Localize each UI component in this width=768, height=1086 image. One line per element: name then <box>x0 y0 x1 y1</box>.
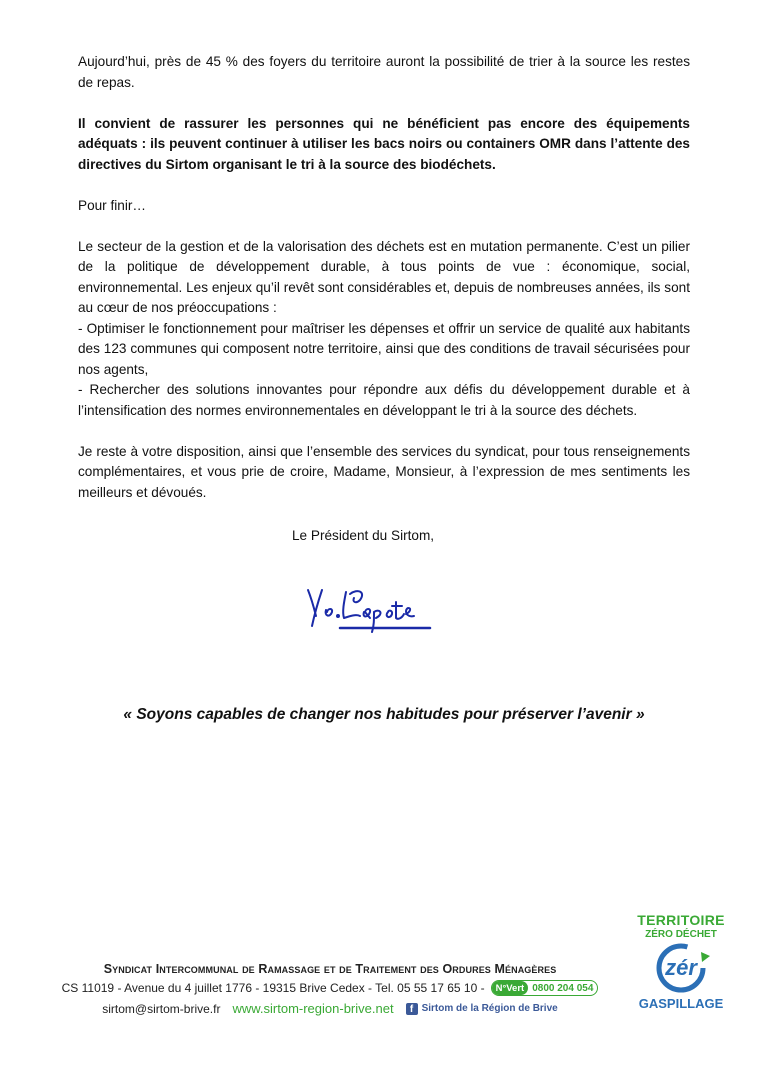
logo-zero-dechet: ZÉRO DÉCHET <box>645 929 717 940</box>
recycle-arrow-icon <box>646 942 716 994</box>
paragraph-waste-sector <box>78 237 690 422</box>
signature-label: Le Président du Sirtom, <box>292 528 435 543</box>
logo-mark: zér <box>665 955 697 980</box>
contact-line <box>40 1001 620 1016</box>
list-item-innovate: - Rechercher des solutions innovantes pour répondre aux défis du développement durable et à l’intensification des normes environnementales en développant le tri à la source des déchets. <box>78 382 690 418</box>
letter-footer <box>40 962 620 1016</box>
paragraph-closing-intro: Pour finir… <box>78 197 146 213</box>
letter-body <box>78 52 690 524</box>
numero-vert-number: 0800 204 054 <box>532 982 594 994</box>
facebook-icon: f <box>406 1003 418 1015</box>
paragraph-closing: Je reste à votre disposition, ainsi que l’ensemble des services du syndicat, pour tous renseignements complémentaires, et vous prie de croire, Madame, Monsieur, à l’expression de mes sentiments les meilleurs et dévoués. <box>78 443 690 500</box>
facebook-link[interactable] <box>406 1003 558 1015</box>
motto: « Soyons capables de changer nos habitudes pour préserver l’avenir » <box>123 706 645 723</box>
address-line <box>62 980 599 996</box>
paragraph-food-waste: Aujourd’hui, près de 45 % des foyers du territoire auront la possibilité de trier à la source les restes de repas. <box>78 54 690 90</box>
logo-territoire: TERRITOIRE <box>637 912 725 928</box>
numero-vert-badge <box>491 980 599 996</box>
list-item-optimize: - Optimiser le fonctionnement pour maîtriser les dépenses et offrir un service de qualité aux habitants des 123 communes qui composent notre territoire, ainsi que des conditions de travail sécurisées pour nos agents, <box>78 320 690 377</box>
numero-vert-label: N°Vert <box>492 981 529 995</box>
website-link[interactable]: www.sirtom-region-brive.net <box>232 1001 394 1016</box>
postal-address: CS 11019 - Avenue du 4 juillet 1776 - 19315 Brive Cedex - Tel. 05 55 17 65 10 - <box>61 981 485 995</box>
logo-gaspillage: GASPILLAGE <box>638 996 724 1011</box>
paragraph-reassurance: Il convient de rassurer les personnes qui ne bénéficient pas encore des équipements adéquats : ils peuvent continuer à utiliser les bacs noirs ou containers OMR dans l’attente des directives du Sirtom organisant le tri à la source des biodéchets. <box>78 115 690 172</box>
zero-waste-territory-logo <box>633 912 729 1032</box>
waste-sector-intro: Le secteur de la gestion et de la valorisation des déchets est en mutation permanente. C’est un pilier de la politique de développement durable, à tous points de vue : économique, social, environnemental. Les enjeux qu’il revêt sont considérables et, depuis de nombreuses années, ils sont au cœur de nos préoccupations : <box>78 238 690 315</box>
organization-name: Syndicat Intercommunal de Ramassage et de Traitement des Ordures Ménagères <box>103 962 557 976</box>
email-link[interactable]: sirtom@sirtom-brive.fr <box>102 1001 221 1016</box>
handwritten-signature <box>300 578 440 634</box>
facebook-page-name: Sirtom de la Région de Brive <box>421 1003 558 1014</box>
